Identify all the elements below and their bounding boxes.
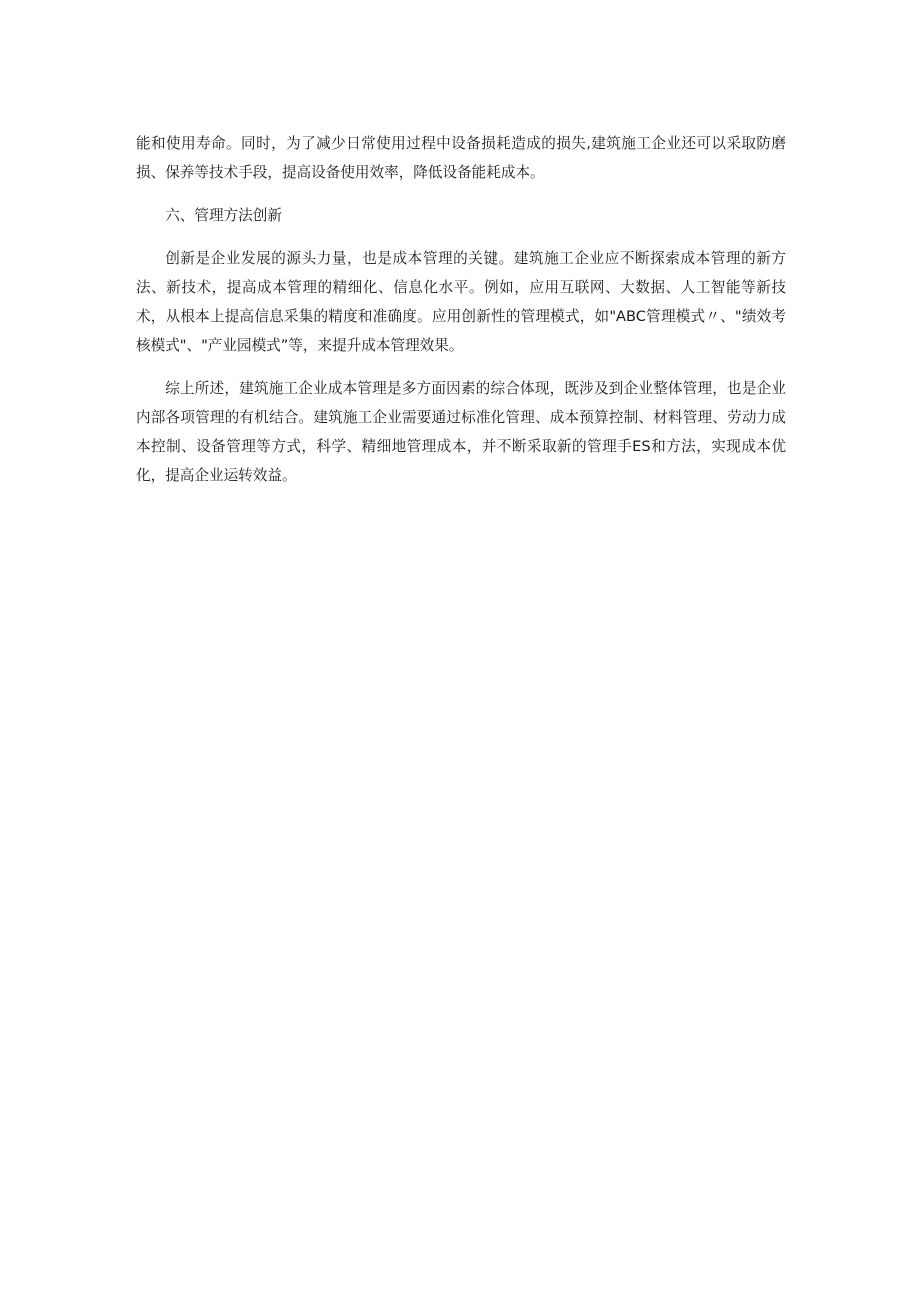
section-heading-management-innovation: 六、管理方法创新: [165, 207, 282, 224]
paragraph-innovation: 创新是企业发展的源头力量，也是成本管理的关键。建筑施工企业应不断探索成本管理的新方法、新技术，提高成本管理的精细化、信息化水平。例如，应用互联网、大数据、人工智能等新技术，从根本上提高信息采集的精度和准确度。应用创新性的管理模式，如"ABC管理模式〃、"绩效考核模式"、"产业园模式”等，来提升成本管理效果。: [136, 250, 786, 354]
paragraph-equipment-continuation: 能和使用寿命。同时，为了减少日常使用过程中设备损耗造成的损失,建筑施工企业还可以采取防磨损、保养等技术手段，提高设备使用效率，降低设备能耗成本。: [136, 135, 786, 181]
document-body: [136, 129, 786, 504]
paragraph-conclusion: 综上所述，建筑施工企业成本管理是多方面因素的综合体现，既涉及到企业整体管理，也是企业内部各项管理的有机结合。建筑施工企业需要通过标准化管理、成本预算控制、材料管理、劳动力成本控制、设备管理等方式，科学、精细地管理成本，并不断采取新的管理手ES和方法，实现成本优化，提高企业运转效益。: [136, 380, 786, 484]
